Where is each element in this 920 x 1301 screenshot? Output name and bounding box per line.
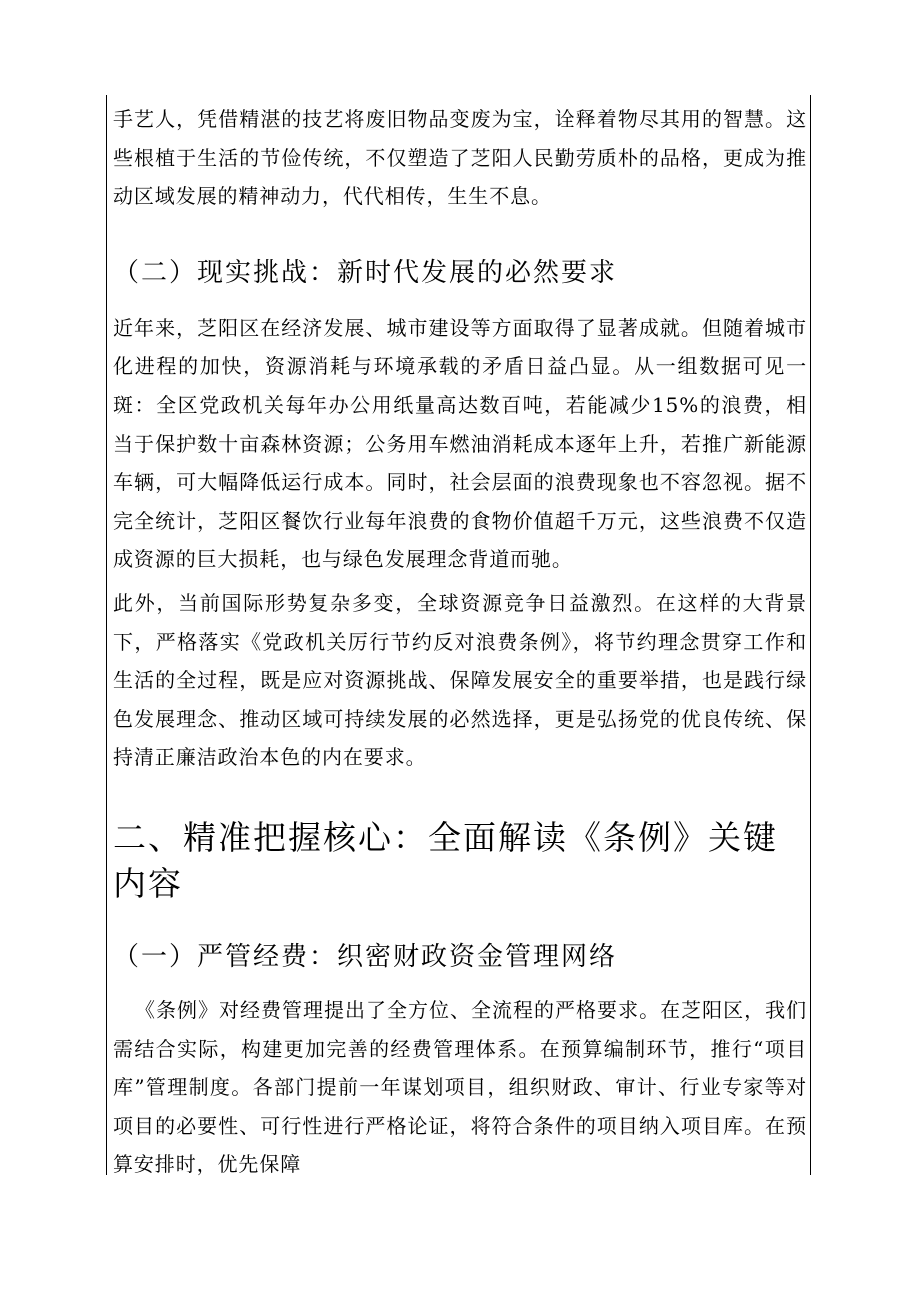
- paragraph-tradition: 手艺人，凭借精湛的技艺将废旧物品变废为宝，诠释着物尽其用的智慧。这些根植于生活的节俭传统，不仅塑造了芝阳人民勤劳质朴的品格，更成为推动区域发展的精神动力，代代相传，生生不息。: [113, 107, 807, 209]
- subheading-realistic-challenge: （二）现实挑战：新时代发展的必然要求: [113, 257, 618, 288]
- subheading-funding-management: （一）严管经费：织密财政资金管理网络: [113, 941, 618, 972]
- table-border-right: [810, 95, 811, 1175]
- table-border-left: [106, 95, 107, 1175]
- section-heading-core-content: 二、精准把握核心：全面解读《条例》关键内容: [113, 817, 778, 903]
- document-body: [113, 100, 807, 1184]
- paragraph-data-facts: 近年来，芝阳区在经济发展、城市建设等方面取得了显著成就。但随着城市化进程的加快，资源消耗与环境承载的矛盾日益凸显。从一组数据可见一斑：全区党政机关每年办公用纸量高达数百吨，若能减少15%的浪费，相当于保护数十亩森林资源；公务用车燃油消耗成本逐年上升，若推广新能源车辆，可大幅降低运行成本。同时，社会层面的浪费现象也不容忽视。据不完全统计，芝阳区餐饮行业每年浪费的食物价值超千万元，这些浪费不仅造成资源的巨大损耗，也与绿色发展理念背道而驰。: [113, 315, 807, 572]
- paragraph-international-context: 此外，当前国际形势复杂多变，全球资源竞争日益激烈。在这样的大背景下，严格落实《党政机关厉行节约反对浪费条例》，将节约理念贯穿工作和生活的全过程，既是应对资源挑战、保障发展安全的重要举措，也是践行绿色发展理念、推动区域可持续发展的必然选择，更是弘扬党的优良传统、保持清正廉洁政治本色的内在要求。: [113, 590, 807, 770]
- paragraph-budget-management: 《条例》对经费管理提出了全方位、全流程的严格要求。在芝阳区，我们需结合实际，构建更加完善的经费管理体系。在预算编制环节，推行“项目库”管理制度。各部门提前一年谋划项目，组织财政、审计、行业专家等对项目的必要性、可行性进行严格论证，将符合条件的项目纳入项目库。在预算安排时，优先保障: [113, 997, 807, 1177]
